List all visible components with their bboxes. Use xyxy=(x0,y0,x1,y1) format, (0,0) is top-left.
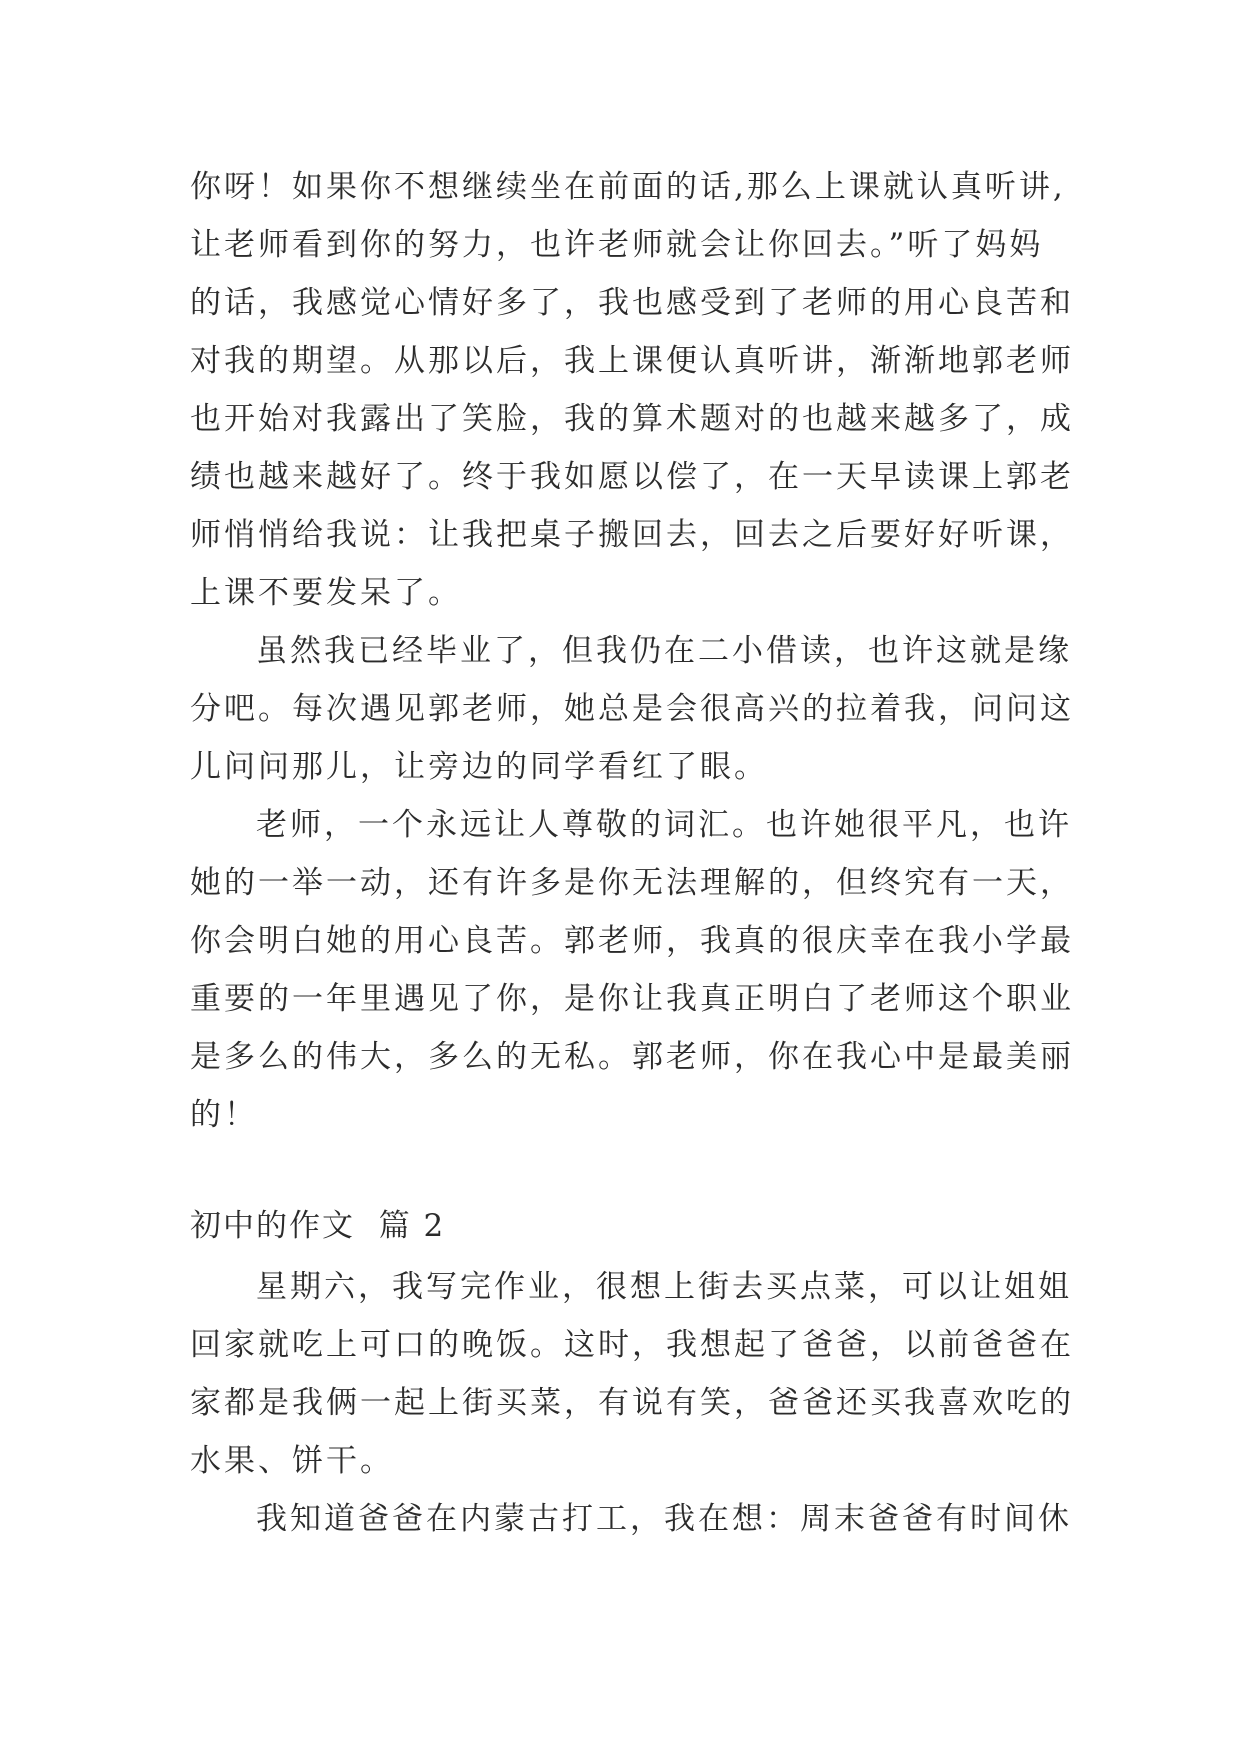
paragraph-start-line: 老师，一个永远让人尊敬的词汇。也许她很平凡，也许 xyxy=(256,807,1072,843)
text-line: 绩也越来越好了。终于我如愿以偿了，在一天早读课上郭老 xyxy=(190,459,1074,495)
text-line: 你会明白她的用心良苦。郭老师，我真的很庆幸在我小学最 xyxy=(190,923,1074,959)
text-line: 你呀！如果你不想继续坐在前面的话,那么上课就认真听讲, xyxy=(190,169,1066,205)
paragraph-start-line: 虽然我已经毕业了，但我仍在二小借读，也许这就是缘 xyxy=(256,633,1072,669)
section-heading: 初中的作文 篇 2 xyxy=(190,1208,446,1244)
text-line: 重要的一年里遇见了你，是你让我真正明白了老师这个职业 xyxy=(190,981,1074,1017)
text-line: 回家就吃上可口的晚饭。这时，我想起了爸爸，以前爸爸在 xyxy=(190,1327,1074,1363)
text-line: 儿问问那儿，让旁边的同学看红了眼。 xyxy=(190,749,768,785)
text-line: 对我的期望。从那以后，我上课便认真听讲，渐渐地郭老师 xyxy=(190,343,1074,379)
text-line: 也开始对我露出了笑脸，我的算术题对的也越来越多了，成 xyxy=(190,401,1074,437)
text-line: 她的一举一动，还有许多是你无法理解的，但终究有一天， xyxy=(190,865,1074,901)
essay-body-part-2 xyxy=(190,1258,1074,1548)
text-line: 的话，我感觉心情好多了，我也感受到了老师的用心良苦和 xyxy=(190,285,1074,321)
text-line: 让老师看到你的努力，也许老师就会让你回去。”听了妈妈 xyxy=(190,227,1044,263)
text-line: 水果、饼干。 xyxy=(190,1443,394,1479)
text-line: 是多么的伟大，多么的无私。郭老师，你在我心中是最美丽 xyxy=(190,1039,1074,1075)
text-line: 师悄悄给我说：让我把桌子搬回去，回去之后要好好听课， xyxy=(190,517,1074,553)
essay-body-part-1 xyxy=(190,158,1074,1144)
text-line: 上课不要发呆了。 xyxy=(190,575,462,611)
paragraph-start-line: 星期六，我写完作业，很想上街去买点菜，可以让姐姐 xyxy=(256,1269,1072,1305)
text-line: 分吧。每次遇见郭老师，她总是会很高兴的拉着我，问问这 xyxy=(190,691,1074,727)
paragraph-start-line: 我知道爸爸在内蒙古打工，我在想：周末爸爸有时间休 xyxy=(256,1501,1072,1537)
text-line: 家都是我俩一起上街买菜，有说有笑，爸爸还买我喜欢吃的 xyxy=(190,1385,1074,1421)
text-line: 的！ xyxy=(190,1097,258,1133)
